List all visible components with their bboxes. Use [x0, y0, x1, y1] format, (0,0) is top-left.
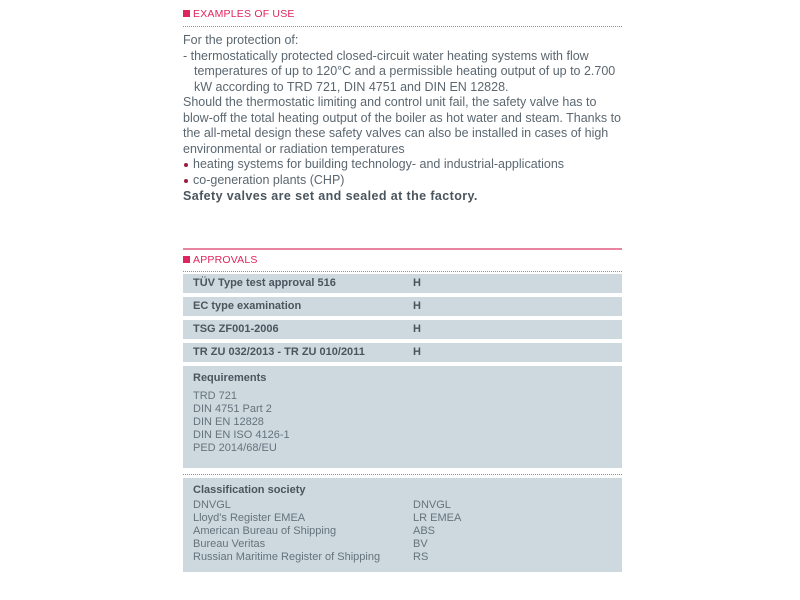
approval-row: TÜV Type test approval 516 H [183, 274, 622, 293]
requirement-item: PED 2014/68/EU [193, 442, 277, 454]
approval-row: TR ZU 032/2013 - TR ZU 010/2011 H [183, 343, 622, 362]
square-bullet-icon [183, 256, 190, 263]
approvals-heading: APPROVALS [183, 253, 622, 267]
dotted-divider [183, 271, 622, 272]
examples-heading: EXAMPLES OF USE [183, 7, 622, 21]
requirement-item: DIN EN ISO 4126-1 [193, 429, 290, 441]
bullet-item: heating systems for building technology- and industrial-applications [183, 157, 622, 173]
requirements-box [183, 366, 622, 468]
square-bullet-icon [183, 10, 190, 17]
classification-box [183, 478, 622, 572]
approval-row: EC type examination H [183, 297, 622, 316]
requirements-title: Requirements [193, 372, 267, 384]
requirement-item: TRD 721 [193, 390, 238, 402]
classification-row: Lloyd's Register EMEA LR EMEA [193, 512, 462, 524]
classification-row: American Bureau of Shipping ABS [193, 525, 436, 537]
approvals-section [183, 248, 622, 572]
bullet-item: co-generation plants (CHP) [183, 173, 622, 189]
section-divider [183, 248, 622, 250]
factory-note: Safety valves are set and sealed at the factory. [183, 189, 478, 203]
requirement-item: DIN EN 12828 [193, 416, 264, 428]
description-paragraph: Should the thermostatic limiting and control unit fail, the safety valve has to blow-off the total heating output of the boiler as hot water and steam. Thanks to the all-metal design these safety valves can also be installed in cases of high environmental or radiation temperatures [183, 95, 622, 156]
dash-item: - thermostatically protected closed-circuit water heating systems with flow temperatures of up to 120°C and a permissible heating output of up to 2.700 kW according to TRD 721, DIN 4751 and DIN EN 12828. [183, 48, 616, 94]
approval-row: TSG ZF001-2006 H [183, 320, 622, 339]
classification-row: DNVGL DNVGL [193, 499, 451, 511]
classification-row: Bureau Veritas BV [193, 538, 428, 550]
classification-row: Russian Maritime Register of Shipping RS [193, 551, 429, 563]
intro-text: For the protection of: [183, 33, 299, 47]
examples-section [183, 7, 622, 203]
requirement-item: DIN 4751 Part 2 [193, 403, 272, 415]
dotted-divider [183, 26, 622, 27]
dotted-divider [183, 474, 622, 475]
classification-title: Classification society [193, 484, 306, 496]
